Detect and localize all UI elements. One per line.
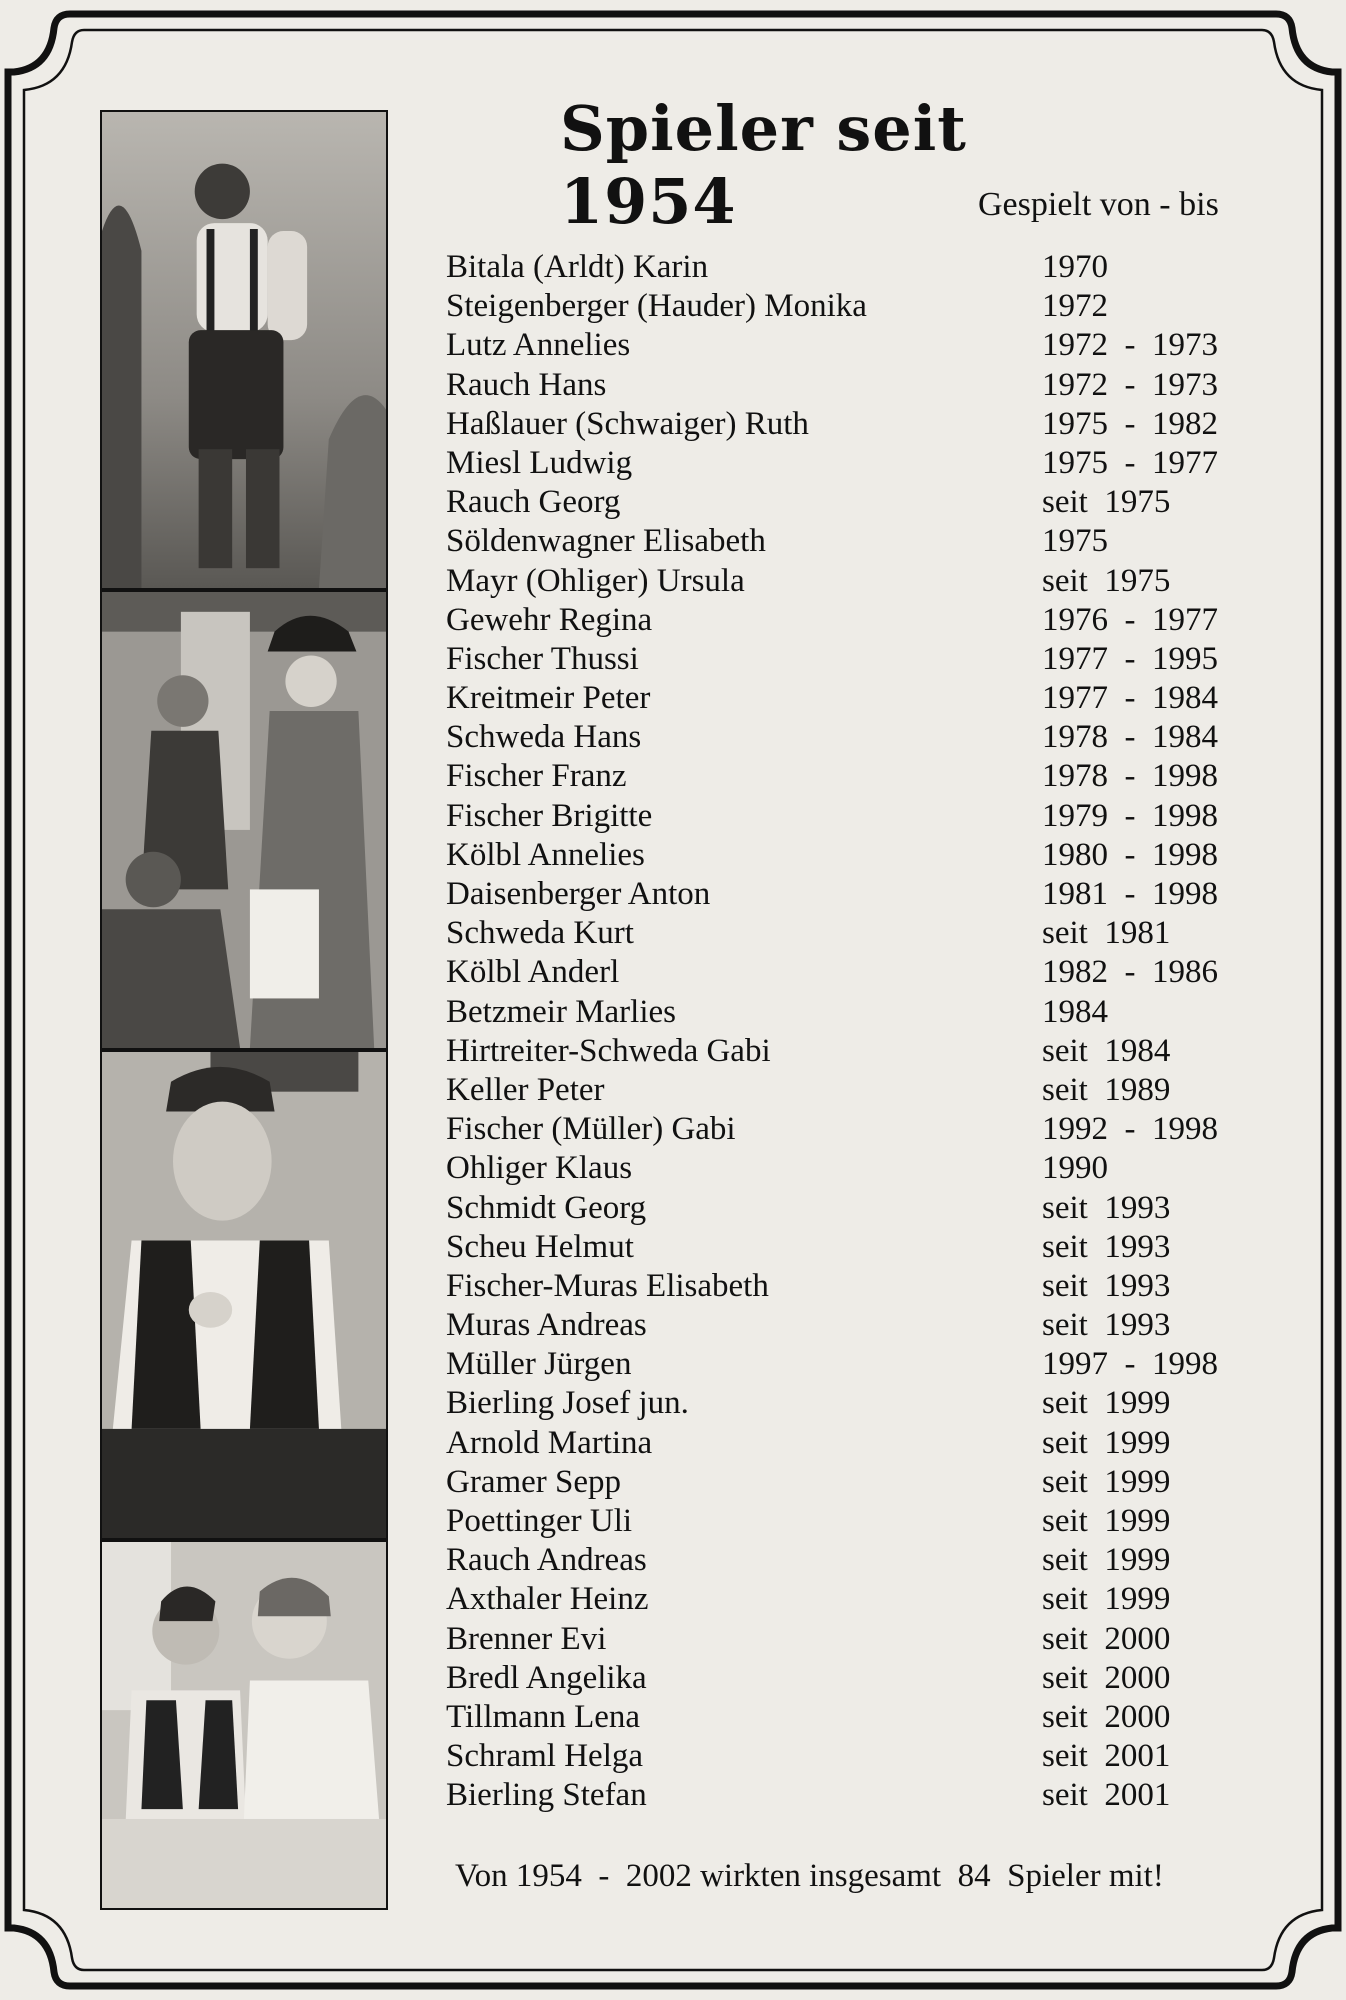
list-item [446,1071,1276,1110]
column-header: Gespielt von - bis [978,186,1219,223]
player-years: 1982 - 1986 [1042,954,1218,991]
player-years: 1992 - 1998 [1042,1111,1218,1148]
player-years: 1975 [1042,523,1108,560]
player-years: seit 1999 [1042,1581,1171,1618]
player-name: Fischer-Muras Elisabeth [446,1267,769,1304]
photo-two-women [100,1540,388,1910]
player-name: Betzmeir Marlies [446,993,677,1030]
list-item [446,1424,1276,1463]
list-item [446,640,1276,679]
list-item [446,1580,1276,1619]
list-item [446,718,1276,757]
list-item [446,993,1276,1032]
list-item [446,1189,1276,1228]
player-years: seit 1999 [1042,1463,1171,1500]
list-item [446,1659,1276,1698]
list-item [446,405,1276,444]
player-name: Lutz Annelies [446,327,631,364]
list-item [446,1502,1276,1541]
list-item [446,1737,1276,1776]
photo-column [100,110,388,1905]
player-name: Kölbl Anderl [446,954,620,991]
list-item [446,483,1276,522]
player-name: Schmidt Georg [446,1189,647,1226]
player-name: Schraml Helga [446,1738,644,1775]
player-years: 1984 [1042,993,1108,1030]
list-item [446,562,1276,601]
player-name: Kreitmeir Peter [446,680,651,717]
page-title: Spieler seit 1954 [560,92,967,238]
player-years: seit 1993 [1042,1267,1171,1304]
player-name: Rauch Hans [446,366,607,403]
player-years: 1979 - 1998 [1042,797,1218,834]
player-years: 1978 - 1984 [1042,719,1218,756]
player-name: Müller Jürgen [446,1346,632,1383]
list-item [446,1306,1276,1345]
player-years: 1997 - 1998 [1042,1346,1218,1383]
player-name: Gewehr Regina [446,601,653,638]
player-years: seit 1993 [1042,1228,1171,1265]
player-name: Schweda Kurt [446,915,634,952]
player-name: Mayr (Ohliger) Ursula [446,562,745,599]
list-item [446,287,1276,326]
player-years: seit 2001 [1042,1777,1171,1814]
player-list [446,248,1276,1816]
list-item [446,757,1276,796]
list-item [446,797,1276,836]
player-years: seit 1999 [1042,1503,1171,1539]
player-years: 1975 - 1982 [1042,405,1218,442]
player-name: Steigenberger (Hauder) Monika [446,288,867,325]
player-name: Fischer (Müller) Gabi [446,1111,736,1148]
list-item [446,248,1276,287]
player-years: seit 2000 [1042,1659,1171,1696]
list-item [446,1698,1276,1737]
player-years: 1977 - 1984 [1042,680,1218,717]
player-name: Rauch Andreas [446,1542,647,1579]
player-name: Poettinger Uli [446,1503,633,1539]
player-name: Muras Andreas [446,1307,647,1344]
player-years: seit 1999 [1042,1542,1171,1579]
player-years: 1976 - 1977 [1042,601,1218,638]
player-years: 1975 - 1977 [1042,444,1218,481]
list-item [446,1463,1276,1502]
player-years: seit 1993 [1042,1307,1171,1344]
player-years: 1977 - 1995 [1042,640,1218,677]
list-item [446,1228,1276,1267]
player-name: Schweda Hans [446,719,642,756]
player-years: seit 1984 [1042,1032,1171,1069]
list-item [446,914,1276,953]
player-years: seit 1989 [1042,1071,1171,1108]
player-years: seit 1993 [1042,1189,1171,1226]
player-years: seit 1981 [1042,915,1171,952]
player-years: seit 2000 [1042,1620,1171,1657]
player-name: Ohliger Klaus [446,1150,633,1187]
player-name: Kölbl Annelies [446,836,645,873]
photo-man-vest [100,1050,388,1540]
player-years: seit 1999 [1042,1385,1171,1422]
player-years: 1970 [1042,249,1108,285]
player-name: Fischer Brigitte [446,797,653,834]
player-name: Bredl Angelika [446,1659,647,1696]
player-years: 1980 - 1998 [1042,836,1218,873]
player-name: Hirtreiter-Schweda Gabi [446,1032,771,1069]
player-name: Brenner Evi [446,1620,607,1657]
list-item [446,601,1276,640]
player-name: Miesl Ludwig [446,444,633,481]
player-name: Fischer Franz [446,758,627,795]
player-name: Fischer Thussi [446,640,639,677]
list-item [446,836,1276,875]
player-name: Söldenwagner Elisabeth [446,523,766,560]
player-years: seit 2001 [1042,1738,1171,1775]
player-name: Bierling Josef jun. [446,1385,689,1422]
player-years: 1978 - 1998 [1042,758,1218,795]
list-item [446,1345,1276,1384]
player-name: Haßlauer (Schwaiger) Ruth [446,405,809,442]
player-years: 1972 [1042,288,1108,325]
player-years: seit 1975 [1042,562,1171,599]
photo-man-lederhosen [100,110,388,590]
list-item [446,875,1276,914]
list-item [446,1149,1276,1188]
player-name: Arnold Martina [446,1424,653,1461]
list-item [446,326,1276,365]
list-item [446,444,1276,483]
player-years: 1972 - 1973 [1042,366,1218,403]
list-item [446,1110,1276,1149]
list-item [446,1267,1276,1306]
list-item [446,1032,1276,1071]
player-name: Keller Peter [446,1071,605,1108]
player-name: Daisenberger Anton [446,876,711,912]
footer-summary: Von 1954 - 2002 wirkten insgesamt 84 Spieler mit! [455,1858,1164,1894]
player-name: Tillmann Lena [446,1698,641,1735]
player-name: Axthaler Heinz [446,1581,649,1618]
player-name: Rauch Georg [446,484,621,521]
player-years: seit 1999 [1042,1424,1171,1461]
player-years: seit 1975 [1042,484,1171,521]
player-years: 1972 - 1973 [1042,327,1218,364]
player-name: Scheu Helmut [446,1228,634,1265]
list-item [446,679,1276,718]
player-name: Gramer Sepp [446,1463,622,1500]
list-item [446,522,1276,561]
player-years: seit 2000 [1042,1698,1171,1735]
player-name: Bierling Stefan [446,1777,647,1814]
list-item [446,1776,1276,1815]
list-item [446,953,1276,992]
list-item [446,366,1276,405]
list-item [446,1384,1276,1423]
player-name: Bitala (Arldt) Karin [446,249,709,285]
player-years: 1990 [1042,1150,1108,1187]
photo-group-hats [100,590,388,1050]
list-item [446,1541,1276,1580]
player-years: 1981 - 1998 [1042,876,1218,912]
list-item [446,1620,1276,1659]
